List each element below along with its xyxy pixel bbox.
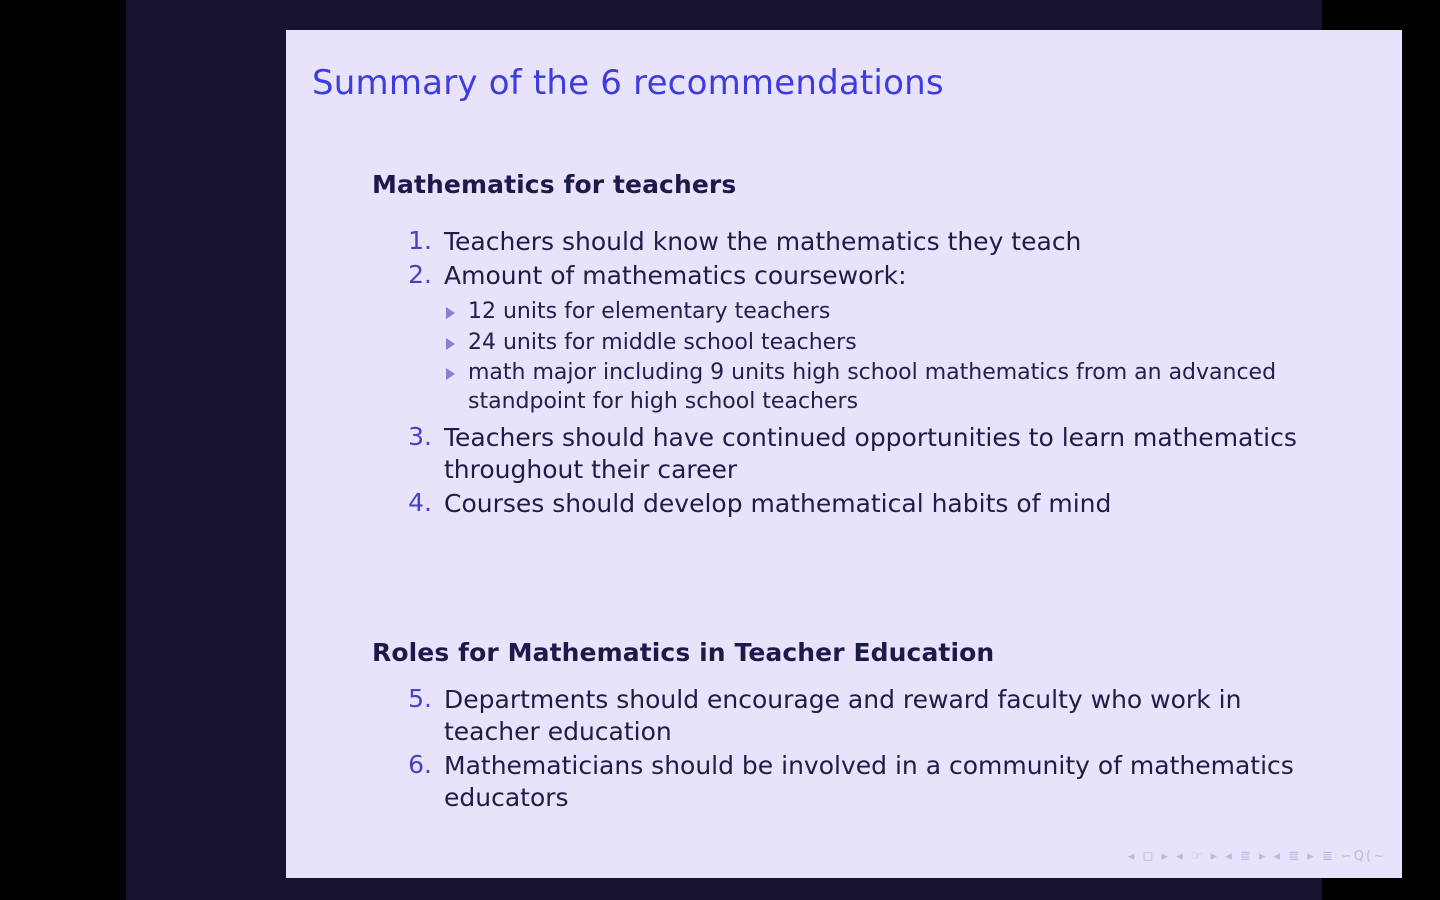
list-item-number: 3. (408, 422, 432, 452)
presentation-slide (286, 30, 1402, 878)
sub-list-item-text: 24 units for middle school teachers (468, 329, 857, 355)
list-item-number: 6. (408, 750, 432, 779)
recommendation-list-2 (396, 684, 1344, 816)
list-item (396, 226, 1344, 258)
triangle-bullet-icon (446, 368, 455, 380)
list-item-number: 2. (408, 260, 432, 289)
sub-list-item-text: 12 units for elementary teachers (468, 299, 831, 324)
list-item-text: Teachers should have continued opportunities to learn mathematics throughout their career (444, 423, 1297, 485)
recommendation-list-1 (396, 226, 1344, 522)
list-item-text: Departments should encourage and reward faculty who work in teacher education (444, 685, 1242, 746)
list-item (396, 422, 1344, 486)
list-item-text: Courses should develop mathematical habits of mind (444, 489, 1112, 519)
list-item-text: Amount of mathematics coursework: (444, 261, 907, 290)
list-item-text: Teachers should know the mathematics they teach (444, 227, 1082, 256)
section-heading-roles-for-mathematics: Roles for Mathematics in Teacher Education (372, 638, 995, 667)
list-item-number: 1. (408, 226, 432, 255)
video-frame (126, 0, 1386, 900)
list-item (396, 260, 1344, 416)
list-item (396, 750, 1344, 814)
sub-list-item-text: math major including 9 units high school mathematics from an advanced standpoint for high school teachers (468, 360, 1277, 414)
triangle-bullet-icon (446, 307, 455, 319)
slide-navigation-icons[interactable]: ◂ ◻ ▸ ◂ ☞ ▸ ◂ ≣ ▸ ◂ ≣ ▸ ≣ ∽Q(∼ (1127, 849, 1386, 864)
list-item (396, 488, 1344, 520)
triangle-bullet-icon (446, 338, 455, 350)
list-item-text: Mathematicians should be involved in a community of mathematics educators (444, 751, 1294, 812)
list-item (396, 684, 1344, 748)
sub-list-item (468, 329, 1344, 358)
section-heading-mathematics-for-teachers: Mathematics for teachers (372, 170, 737, 199)
list-item-number: 5. (408, 684, 432, 713)
list-item-number: 4. (408, 488, 432, 518)
sub-list (396, 298, 1344, 416)
sub-list-item (468, 359, 1344, 416)
sub-list-item (468, 298, 1344, 327)
slide-title: Summary of the 6 recommendations (312, 63, 944, 103)
